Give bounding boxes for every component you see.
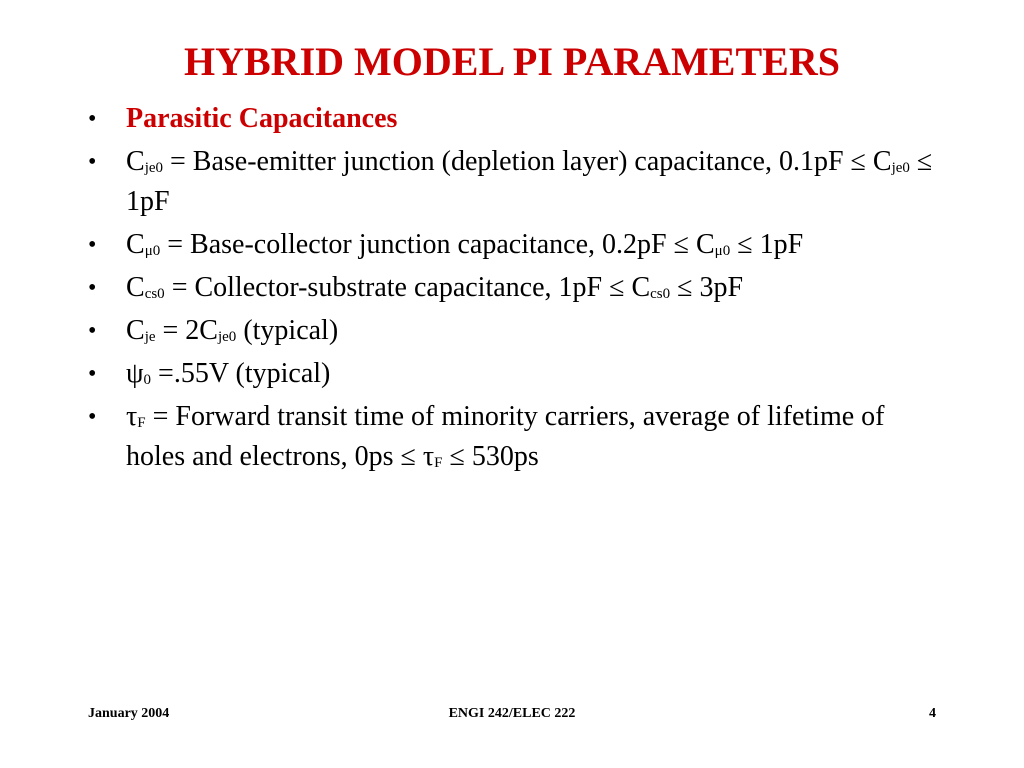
text-segment: = 2C <box>155 315 218 346</box>
subscript: je <box>144 329 156 345</box>
text-segment: =.55V (typical) <box>151 358 331 389</box>
text-segment: ≤ 1pF <box>126 146 933 217</box>
text-segment: = Base-collector junction capacitance, 0.2pF ≤ C <box>160 229 715 260</box>
bullet-marker: • <box>88 318 97 344</box>
bullet-list <box>88 99 948 480</box>
subscript: je0 <box>144 160 164 176</box>
bullet-item-psi0 <box>88 354 948 394</box>
text-segment: = Collector-substrate capacitance, 1pF ≤ C <box>164 272 651 303</box>
subscript: je0 <box>891 160 910 176</box>
subscript: cs0 <box>650 286 671 302</box>
slide-title: HYBRID MODEL PI PARAMETERS <box>184 39 840 84</box>
bullet-marker: • <box>88 275 97 301</box>
bullet-marker: • <box>88 361 97 387</box>
bullet-marker: • <box>88 149 97 175</box>
symbol: C <box>126 315 145 346</box>
bullet-text <box>126 401 884 472</box>
bullet-heading: Parasitic Capacitances <box>126 103 398 134</box>
bullet-text <box>126 358 330 389</box>
subscript: μ0 <box>144 243 161 259</box>
bullet-item-cje <box>88 311 948 351</box>
subscript: μ0 <box>714 243 731 259</box>
symbol: ψ <box>126 358 144 389</box>
symbol: τ <box>126 401 138 432</box>
bullet-item-cje0 <box>88 142 948 222</box>
subscript: F <box>434 455 443 471</box>
bullet-text <box>126 272 743 303</box>
footer-course: ENGI 242/ELEC 222 <box>448 706 576 721</box>
subscript: F <box>137 415 146 431</box>
text-segment: ≤ 1pF <box>730 229 804 260</box>
bullet-item-parasitic-capacitances <box>88 99 948 139</box>
symbol: C <box>126 272 145 303</box>
subscript: cs0 <box>144 286 165 302</box>
text-segment: = Base-emitter junction (depletion layer) capacitance, 0.1pF ≤ C <box>163 146 892 177</box>
text-segment: ≤ 530ps <box>442 441 539 472</box>
bullet-item-cmu0 <box>88 225 948 265</box>
bullet-marker: • <box>88 232 97 258</box>
bullet-marker: • <box>88 404 97 430</box>
footer-page-number: 4 <box>929 706 936 721</box>
symbol: C <box>126 229 145 260</box>
bullet-text <box>126 146 932 217</box>
bullet-item-ccs0 <box>88 268 948 308</box>
text-segment: = Forward transit time of minority carriers, average of lifetime of holes and electrons, 0ps ≤ τ <box>126 401 885 472</box>
text-segment: ≤ 3pF <box>670 272 744 303</box>
footer-date: January 2004 <box>88 706 170 721</box>
subscript: 0 <box>143 372 152 388</box>
bullet-marker: • <box>88 106 97 132</box>
bullet-item-tauf <box>88 397 948 477</box>
subscript: je0 <box>217 329 237 345</box>
symbol: C <box>126 146 145 177</box>
text-segment: (typical) <box>236 315 339 346</box>
bullet-text <box>126 229 803 260</box>
bullet-text <box>126 315 338 346</box>
